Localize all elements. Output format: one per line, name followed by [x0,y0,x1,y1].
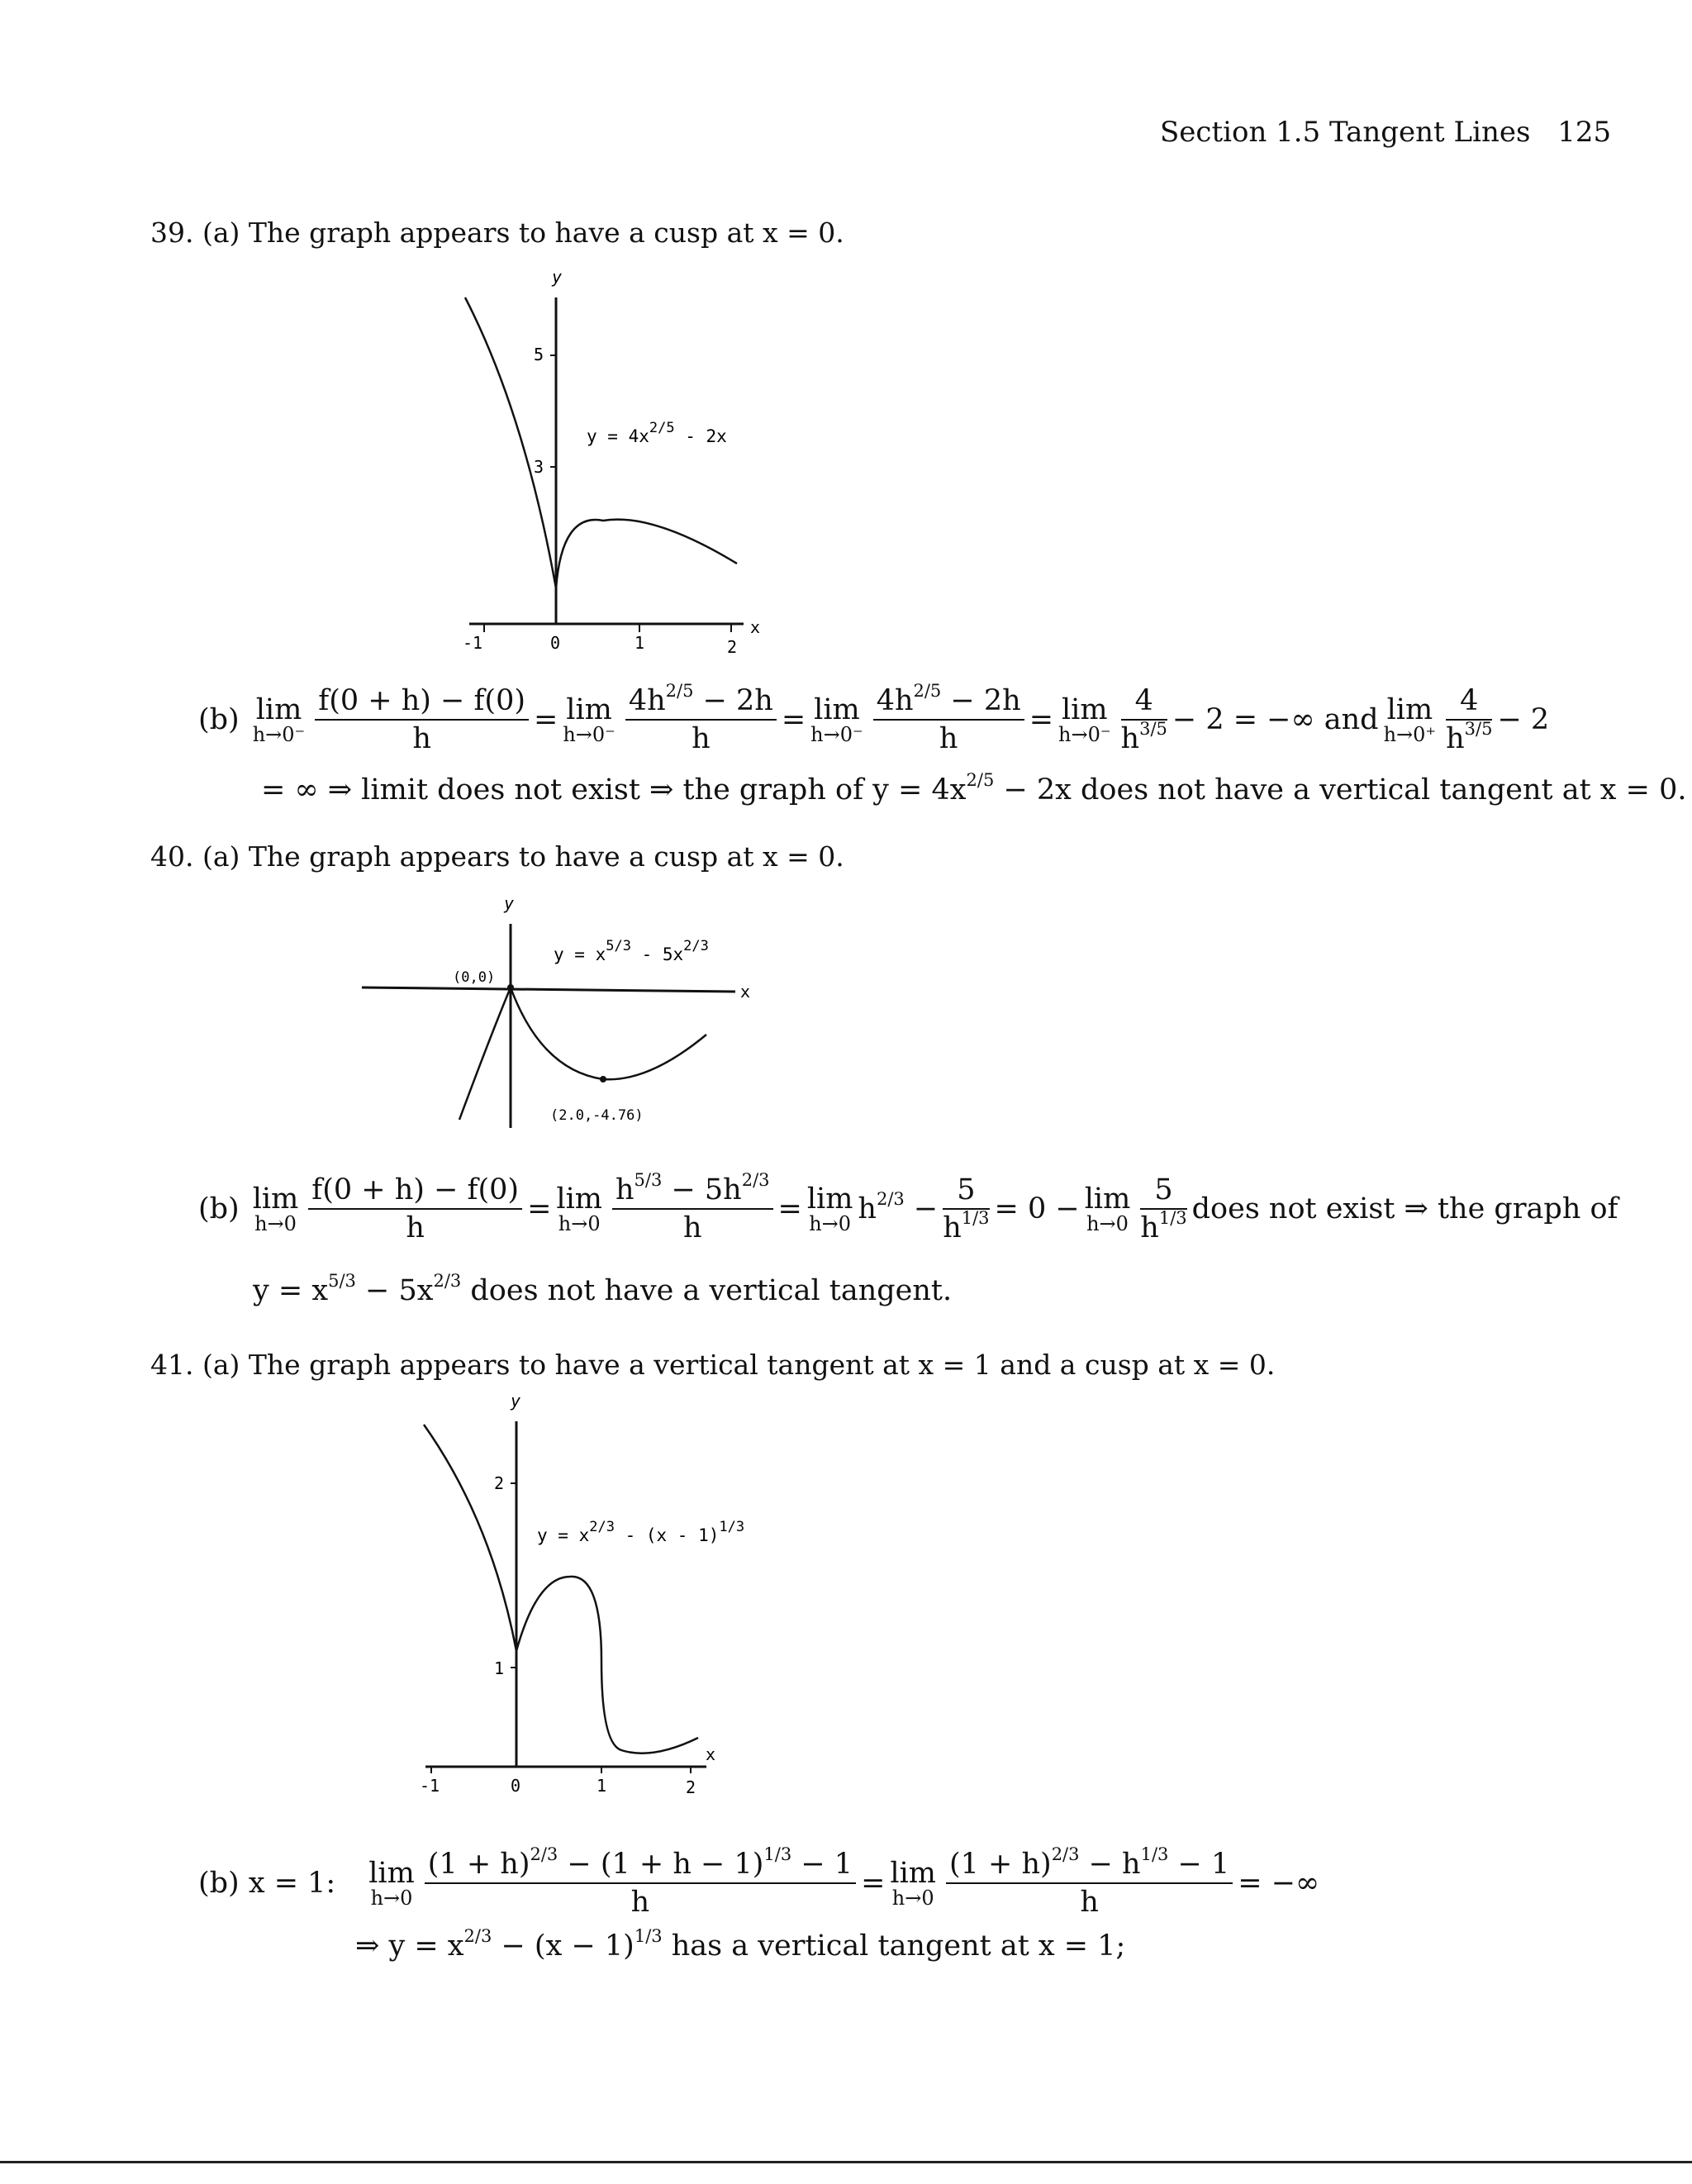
p39-conclusion: = ∞ ⇒ limit does not exist ⇒ the graph of $y = 4x^{2/5} - 2x$ does not have a vertical tangent at x = 0. [261,770,1687,807]
p40-part-a: 40. (a) The graph appears to have a cusp at x = 0. [150,840,844,873]
p41-x-label: x [706,1744,716,1764]
limit: lim h→0⁻ [810,692,863,746]
p41-part-b: (b) x = 1: lim h→0 $\frac{(1 + h)^{2/3} - (1 + h - 1)^{1/3} - 1}{h}$ = lim h→0 $\frac{(1 + h)^{2/3} - h^{1/3} - 1}{h}$ = −∞ [198,1844,1320,1919]
fraction: $\frac{4}{h^{3/5}}$ [1446,684,1493,755]
p40-origin-label: (0,0) [453,969,496,986]
p41-tick-1: 1 [494,1658,505,1678]
p39-curve-right [556,520,737,588]
limit: lim h→0⁻ [1058,692,1111,746]
p41-y-label: y [511,1391,521,1411]
fraction: $\frac{4h^{2/5} - 2h}{h}$ [873,684,1024,755]
p41-tick-2: 2 [494,1473,505,1493]
fraction: $\frac{5}{h^{1/3}}$ [1140,1173,1187,1244]
limit: lim h→0 [806,1182,853,1235]
fraction: $\frac{4h^{2/5} - 2h}{h}$ [625,684,777,755]
p41-tick-2x: 2 [686,1777,696,1797]
p40-equation: $y = x^{5/3} - 5x^{2/3}$ [554,938,709,964]
fraction: $\frac{(1 + h)^{2/3} - (1 + h - 1)^{1/3} - 1}{h}$ [425,1848,856,1919]
limit: lim h→0⁺ [1383,692,1437,746]
p41-tick-1x: 1 [596,1776,607,1796]
p40-curve-right [511,987,706,1079]
limit: lim h→0 [890,1856,936,1910]
p39-x-label: x [750,617,761,637]
section-title: Section 1.5 Tangent Lines [1160,116,1531,149]
limit: lim h→0 [1084,1182,1131,1235]
p41-part-a: 41. (a) The graph appears to have a vertical tangent at x = 1 and a cusp at x = 0. [150,1349,1276,1381]
p39-tick-0: 0 [550,633,561,653]
fraction: $\frac{h^{5/3} - 5h^{2/3}}{h}$ [612,1173,773,1244]
page-number: 125 [1557,116,1612,149]
page-bottom-rule [0,2161,1692,2163]
p39-y-label: y [552,267,563,287]
fraction: $\frac{f(0 + h) - f(0)}{h}$ [308,1173,522,1244]
fraction: $\frac{5}{h^{1/3}}$ [943,1173,990,1244]
p41-equation: $y = x^{2/3} - (x - 1)^{1/3}$ [537,1519,745,1545]
fraction: $\frac{4}{h^{3/5}}$ [1120,684,1167,755]
p39-tick-3: 3 [534,457,544,477]
p40-min-label: (2.0,-4.76) [550,1107,644,1124]
p39-curve-left [465,297,556,588]
p40-y-label: y [504,893,515,913]
p41-tick-0: 0 [511,1776,521,1796]
p41-conclusion: ⇒ $y = x^{2/3} - (x - 1)^{1/3}$ has a vertical tangent at x = 1; [355,1926,1126,1963]
fraction: $\frac{f(0 + h) - f(0)}{h}$ [315,684,529,755]
limit: lim h→0 [252,1182,299,1235]
p39-tick-2: 2 [727,637,738,657]
p40-x-label: x [740,982,751,1002]
limit: lim h→0⁻ [252,692,306,746]
p39-equation: $y = 4x^{2/5} - 2x$ [587,420,727,446]
p39-part-a: 39. (a) The graph appears to have a cusp at x = 0. [150,216,844,249]
p40-x-axis [362,987,735,992]
running-header [1160,116,1611,149]
p40-graph [355,884,785,1149]
p39-tick-1: 1 [634,633,645,653]
fraction: $\frac{(1 + h)^{2/3} - h^{1/3} - 1}{h}$ [946,1848,1233,1919]
p41-curve-left [424,1425,516,1651]
p39-part-b: (b) lim h→0⁻ $\frac{f(0 + h) - f(0)}{h}$ = lim h→0⁻ $\frac{4h^{2/5} - 2h}{h}$ = lim h→0⁻ $\frac{4h^{2/5} - 2h}{h}$ = lim h→0⁻ $\frac{4}{h^{3/5}}$ − 2 = −∞ and lim h→0⁺ $\frac{4}{h^{3/5}}$ − 2 [198,681,1550,755]
p39-graph [438,264,785,661]
p39-tick-5: 5 [534,345,544,364]
p41-tick-m1: -1 [420,1776,440,1796]
p40-conclusion: $y = x^{5/3} - 5x^{2/3}$ does not have a vertical tangent. [253,1271,953,1307]
p40-curve-left [459,987,511,1120]
limit: lim h→0⁻ [563,692,615,746]
limit: lim h→0 [556,1182,602,1235]
p41-graph [405,1388,752,1801]
p40-part-b: (b) lim h→0 $\frac{f(0 + h) - f(0)}{h}$ = lim h→0 $\frac{h^{5/3} - 5h^{2/3}}{h}$ = lim h→0 $h^{2/3}$ − $\frac{5}{h^{1/3}}$ = 0 − lim h→0 $\frac{5}{h^{1/3}}$ does not exist ⇒ the graph of [198,1170,1618,1244]
p39-tick-m1: -1 [463,633,483,653]
p41-curve-hump [516,1577,698,1753]
limit: lim h→0 [368,1856,415,1910]
